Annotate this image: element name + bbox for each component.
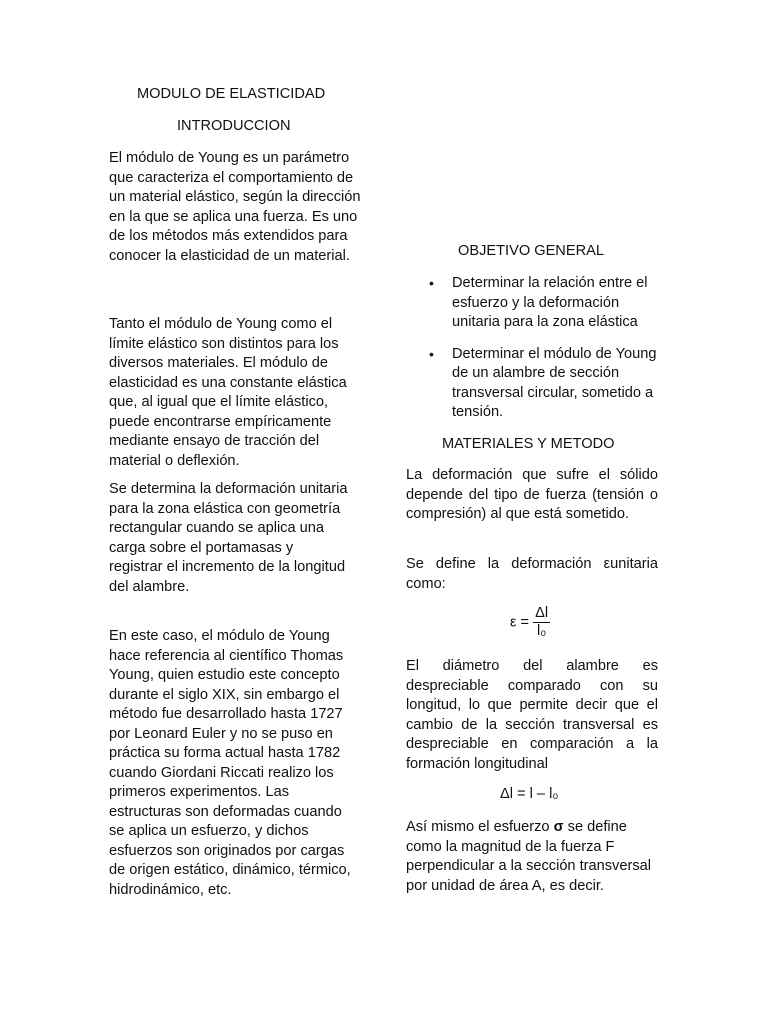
formula-fraction [533,605,550,640]
objective-text: Determinar el módulo de Young de un alambre de sección transversal circular, sometido a tensión. [452,345,657,420]
document-title: MODULO DE ELASTICIDAD [137,86,326,102]
methods-paragraph-3: El diámetro del alambre es despreciable comparado con su longitud, lo que permite decir que el cambio de la sección transversal es despreciable en comparación a la formación longitudinal [406,658,658,772]
elongation-formula: Δl = l – l₀ [500,786,559,802]
formula-lhs: ε = [510,614,530,631]
methods-paragraph-2: Se define la deformación εunitaria como: [406,556,658,592]
methods-paragraph-4 [406,818,656,896]
bullet-icon: • [429,345,434,362]
objective-text: Determinar la relación entre el esfuerzo y la deformación unitaria para la zona elástica [452,275,648,330]
intro-heading: INTRODUCCION [177,118,291,134]
stress-text-start: Así mismo el esfuerzo [406,819,554,835]
stress-text-end: se define como la magnitud de la fuerza F perpendicular a la sección transversal por unidad de área A, es decir. [406,819,651,894]
formula-numerator: Δl [535,605,549,621]
bullet-icon: • [429,275,434,291]
methods-paragraph-1: La deformación que sufre el sólido depende del tipo de fuerza (tensión o compresión) al que está sometido. [406,467,658,522]
intro-paragraph-3: Se determina la deformación unitaria para la zona elástica con geometría rectangular cuando se aplica una carga sobre el portamasas y registrar el incremento de la longitud del alambre. [109,481,348,595]
sigma-symbol: σ [553,819,564,835]
intro-paragraph-4: En este caso, el módulo de Young hace referencia al científico Thomas Young, quien estudio este concepto durante el siglo XIX, sin embargo el método fue desarrollado hasta 1727 por Leonard Euler y no se puso en práctica su forma actual hasta 1782 cuando Giordani Riccati realizo los primeros experimentos. Las estructuras son deformadas cuando se aplica un esfuerzo, y dichos esfuerzos son originados por cargas de origen estático, dinámico, térmico, hidrodinámico, etc. [109,628,351,898]
objective-item [406,345,658,423]
intro-paragraph-2: Tanto el módulo de Young como el límite elástico son distintos para los diversos materiales. El módulo de elasticidad es una constante elástica que, al igual que el límite elástico, puede encontrarse empíricamente mediante ensayo de tracción del material o deflexión. [109,316,347,469]
strain-formula [510,605,550,640]
objective-heading: OBJETIVO GENERAL [458,243,604,259]
methods-heading: MATERIALES Y METODO [442,436,615,452]
intro-paragraph-1: El módulo de Young es un parámetro que caracteriza el comportamiento de un material elástico, según la dirección en la que se aplica una fuerza. Es uno de los métodos más extendidos para conocer la elasticidad de un material. [109,150,361,264]
formula-denominator: l₀ [537,623,547,639]
objective-item [406,274,658,333]
objectives-list [406,274,658,423]
